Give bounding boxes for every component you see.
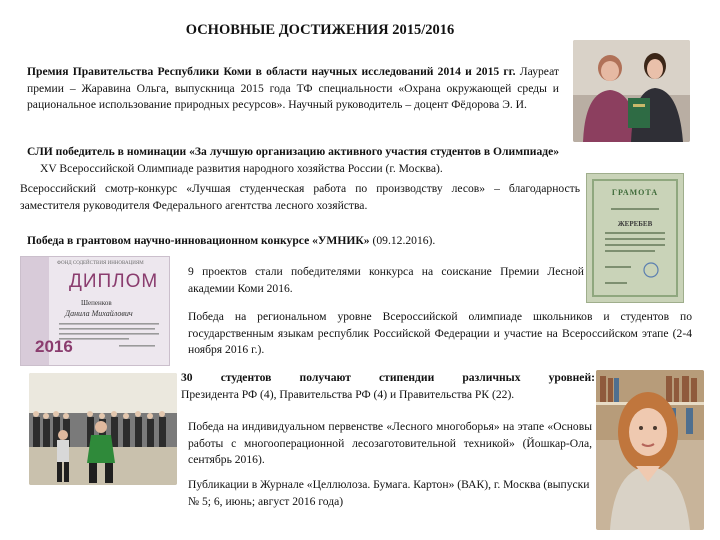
award-photo [573,40,690,142]
achievement-umnik [27,233,587,250]
diploma-org: ФОНД СОДЕЙСТВИЯ ИННОВАЦИЯМ [57,261,144,266]
achievement-forest-allround [188,419,592,469]
scholarships-lead: 30 студентов получают стипендии различных уровней: [181,371,595,384]
languages-olympiad-text: Победа на региональном уровне Всероссийской олимпиаде школьников и студентов по государственным языкам республик Российской Федерации и участие на Всероссийском этапе (2-4 ноября 2016 г.). [188,310,692,356]
publications-text: Публикации в Журнале «Целлюлоза. Бумага. Картон» (ВАК), г. Москва (выпуски № 5; 6, июнь; август 2016 года) [188,478,590,508]
projects-text: 9 проектов стали победителями конкурса на соискание Премии Лесной академии Коми 2016. [188,265,584,295]
premia-text: Лауреат премии – Жаравина Ольга, выпускница 2015 года ТФ специальности «Охрана окружающей среды и рациональное использование природных ресурсов». Научный руководитель – доцент Фёдорова Э. И. [27,65,559,111]
diploma-name: Данила Михайлович [65,309,133,318]
achievement-scholarships [181,370,595,403]
diploma-surname: Шепенков [81,299,112,307]
student-portrait-photo [596,370,704,530]
premia-lead: Премия Правительства Республики Коми в области научных исследований 2014 и 2015 гг. [27,65,516,78]
umnik-date: (09.12.2016). [372,234,436,247]
scholarships-text: Президента РФ (4), Правительства РФ (4) и Правительства РК (22). [181,387,515,401]
achievement-premia [27,64,559,114]
gramota-certificate [586,173,684,303]
olympiad-heading: СЛИ победитель в номинации «За лучшую организацию активного участия студентов в Олимпиаде» [27,145,560,158]
diploma-image [20,256,170,366]
achievement-review-contest [20,181,580,214]
diploma-year: 2016 [35,337,73,356]
gramota-heading: ГРАМОТА [611,188,659,197]
diploma-heading: ДИПЛОМ [69,271,159,292]
gramota-recipient: ЖЕРЕБЕВ [617,220,653,228]
achievement-languages-olympiad [188,309,692,359]
page-title: ОСНОВНЫЕ ДОСТИЖЕНИЯ 2015/2016 [185,22,455,38]
olympiad-text: XV Всероссийской Олимпиаде развития народного хозяйства России (г. Москва). [40,161,443,175]
forest-allround-text: Победа на индивидуальном первенстве «Лесного многоборья» на этапе «Основы работы с многооперационной лесозаготовительной техникой» (Йошкар-Ола, сентябрь 2016). [188,420,592,466]
achievement-projects [188,264,584,297]
students-photo [29,373,177,485]
achievement-publications [188,477,592,510]
review-contest-text: Всероссийский смотр-конкурс «Лучшая студенческая работа по производству лесов» – благодарность заместителя руководителя Федерального агентства лесного хозяйства. [20,182,580,212]
umnik-heading: Победа в грантовом научно-инновационном конкурсе «УМНИК» [27,234,370,247]
